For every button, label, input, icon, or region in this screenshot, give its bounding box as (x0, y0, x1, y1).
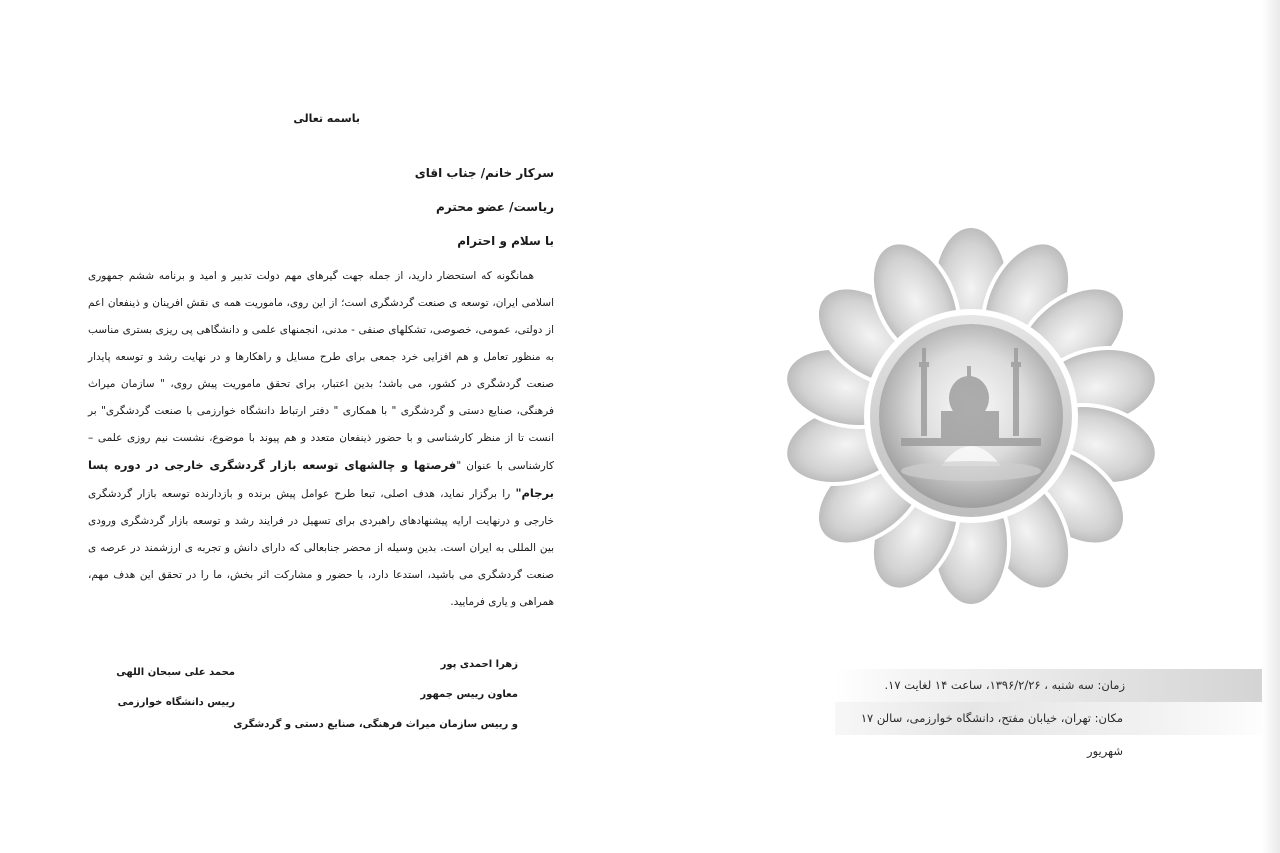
body-text-part-2: را برگزار نماید، هدف اصلی، تبعا طرح عوامل پیش برنده و بازدارنده توسعه بازار گردشگری خارجی و درنهایت ارایه پیشنهادهای راهبردی برای تسهیل در فرایند رشد و توسعه بازار گردشگری ورودی بین المللی به ایران است. بدین وسیله از محضر جنابعالی که دارای دانش و تجربه ی ارزشمند در عرصه ی صنعت گردشگری می باشید، استدعا دارد، با حضور و مشارکت اثر بخش، ما را در تحقق این هدف مهم، همراهی و یاری فرمایید. (88, 488, 554, 608)
seminar-title: فرصتها و چالشهای توسعه بازار گردشگری خارجی در دوره پسا برجام" (88, 458, 554, 500)
signature-block-1 (233, 650, 518, 740)
signature-block-2 (116, 658, 235, 718)
signer-1-title-2: و رییس سازمان میراث فرهنگی، صنایع دستی و گردشگری (233, 719, 518, 730)
salutation-line-2: ریاست/ عضو محترم (436, 200, 554, 214)
signer-2-title: رییس دانشگاه خوارزمی (117, 697, 235, 708)
cover-page (640, 0, 1280, 853)
letter-heading: باسمه تعالی (293, 112, 360, 125)
signer-1-name: زهرا احمدی پور (440, 659, 518, 670)
page-fold-shadow (1262, 0, 1280, 853)
tourism-emblem-image (781, 226, 1161, 606)
event-location: مکان: تهران، خیابان مفتح، دانشگاه خوارزمی، سالن ۱۷ شهریور (835, 702, 1280, 735)
letter-body (88, 263, 554, 616)
event-time: زمان: سه شنبه ، ۱۳۹۶/۲/۲۶، ساعت ۱۴ لغایت ۱۷. (835, 669, 1280, 702)
salutation-line-3: با سلام و احترام (457, 234, 554, 248)
signer-2-name: محمد علی سبحان اللهی (116, 667, 235, 678)
letter-paragraph (88, 263, 554, 616)
salutation-line-1: سرکار خانم/ جناب اقای (414, 166, 554, 180)
body-text-part-1: همانگونه که استحضار دارید، از جمله جهت گیرهای مهم دولت تدبیر و امید و برنامه ششم جمهوری اسلامی ایران، توسعه ی صنعت گردشگری است؛ از این روی، ماموریت همه ی نقش افرینان و ذینفعان اعم از دولتی، عمومی، خصوصی، تشکلهای صنفی - مدنی، انجمنهای علمی و دانشگاهی پی ریزی بستری مناسب به منظور تعامل و هم افزایی خرد جمعی برای طرح مسایل و راهکارها و در نهایت رشد و توسعه پایدار صنعت گردشگری در کشور، می باشد؛ بدین اعتبار، برای تحقق ماموریت پیش روی، " سازمان میراث فرهنگی، صنایع دستی و گردشگری " با همکاری " دفتر ارتباط دانشگاه خوارزمی با صنعت گردشگری" بر انست تا از منظر کارشناسی و با حضور ذینفعان متعدد و هم پیوند با موضوع، نشست نیم روزی علمی – کارشناسی با عنوان " (88, 270, 554, 472)
signer-1-title-1: معاون رییس جمهور (420, 689, 518, 700)
